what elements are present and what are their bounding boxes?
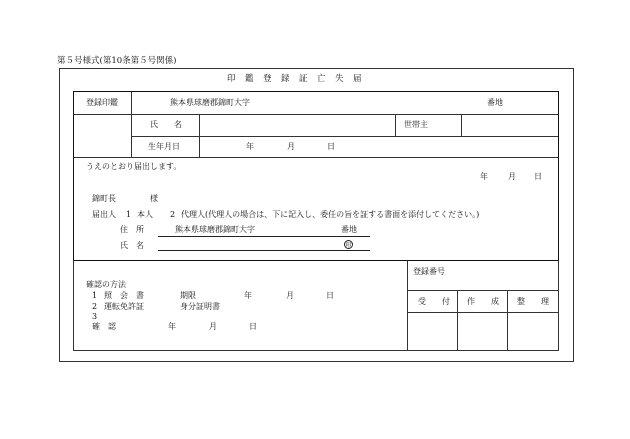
office-line — [408, 312, 558, 313]
agent-address-label: 住 所 — [120, 225, 144, 234]
agent-address-underline — [158, 236, 370, 237]
row-divider — [74, 260, 558, 261]
col-divider — [461, 114, 462, 136]
item-2-number: 2 — [92, 302, 98, 311]
statement: うえのとおり届出します。 — [86, 162, 182, 171]
form-number: 第５号様式(第10条第５号関係) — [57, 56, 177, 66]
seal-mark: 印 — [345, 242, 352, 249]
name-label: 氏 名 — [150, 120, 182, 129]
item-3-number: 3 — [92, 312, 98, 321]
item-1-day: 日 — [326, 291, 334, 300]
col-divider — [395, 114, 396, 136]
row-divider — [74, 114, 558, 115]
bottom-divider — [407, 261, 408, 350]
confirm-label: 確 認 — [92, 322, 116, 331]
item-1-number: 1 — [92, 291, 98, 300]
reg-address: 熊本県球磨郡錦町大字 — [170, 98, 250, 107]
agent-address-value: 熊本県球磨郡錦町大字 — [175, 225, 255, 234]
reg-seal-label: 登録印鑑 — [86, 98, 118, 107]
item-2-alt: 身分証明書 — [180, 302, 220, 311]
reg-banchi: 番地 — [487, 98, 503, 107]
honorific: 様 — [150, 194, 158, 203]
confirm-day: 日 — [249, 322, 257, 331]
agent-name-label: 氏 名 — [120, 241, 144, 250]
form-title: 印 鑑 登 録 証 亡 失 届 — [227, 74, 363, 84]
notice-month: 月 — [508, 172, 516, 181]
col-divider — [199, 114, 200, 157]
item-1-deadline: 期限 — [180, 291, 196, 300]
reg-number-label: 登録番号 — [413, 267, 445, 276]
dob-month: 月 — [287, 142, 295, 151]
bottom-right-edge — [558, 261, 559, 350]
addressee: 錦町長 — [92, 194, 116, 203]
applicant-label: 届出人 — [92, 210, 116, 219]
item-1-month: 月 — [286, 291, 294, 300]
bottom-left-edge — [73, 261, 74, 350]
verification-heading: 確認の方法 — [86, 280, 126, 289]
confirm-year: 年 — [168, 322, 176, 331]
notice-year: 年 — [480, 172, 488, 181]
dob-day: 日 — [327, 142, 335, 151]
item-1-label: 照 会 書 — [104, 291, 144, 300]
col-divider — [131, 92, 132, 157]
item-1-year: 年 — [244, 291, 252, 300]
arrange-label: 整 理 — [517, 297, 549, 306]
option-2-text: 代理人(代理人の場合は、下に記入し、委任の旨を証する書面を添付してください。) — [181, 210, 480, 219]
office-col — [457, 290, 458, 350]
row-divider — [74, 157, 558, 158]
confirm-month: 月 — [209, 322, 217, 331]
create-label: 作 成 — [467, 297, 499, 306]
agent-name-underline — [158, 250, 370, 251]
option-1-number: 1 — [126, 210, 132, 219]
dob-label: 生年月日 — [148, 142, 180, 151]
bottom-bottom-line — [73, 350, 559, 351]
household-label: 世帯主 — [404, 120, 428, 129]
receipt-label: 受 付 — [418, 297, 450, 306]
item-2-label: 運転免許証 — [104, 302, 144, 311]
option-1-text: 本人 — [137, 210, 153, 219]
dob-year: 年 — [246, 142, 254, 151]
row-divider — [131, 136, 558, 137]
agent-address-banchi: 番地 — [341, 225, 357, 234]
office-line — [408, 290, 558, 291]
option-2-number: 2 — [170, 210, 176, 219]
notice-day: 日 — [534, 172, 542, 181]
office-col — [507, 290, 508, 350]
